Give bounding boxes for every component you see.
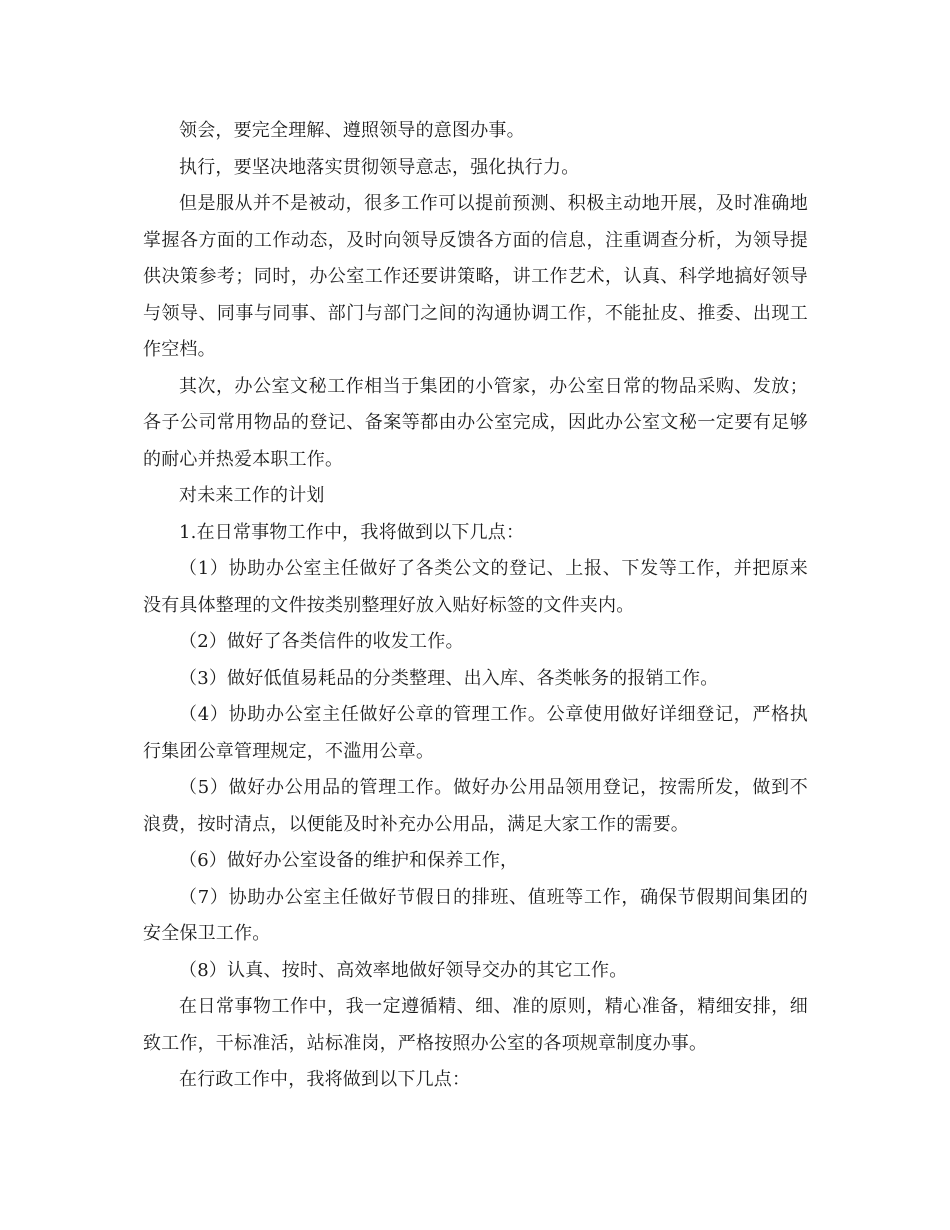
paragraph: 但是服从并不是被动，很多工作可以提前预测、积极主动地开展，及时准确地掌握各方面的工作动态，及时向领导反馈各方面的信息，注重调查分析，为领导提供决策参考；同时，办公室工作还要讲策略，讲工作艺术，认真、科学地搞好领导与领导、同事与同事、部门与部门之间的沟通协调工作，不能扯皮、推委、出现工作空档。 xyxy=(143,193,808,360)
list-item: （6）做好办公室设备的维护和保养工作， xyxy=(179,850,519,871)
list-item: （8）认真、按时、高效率地做好领导交办的其它工作。 xyxy=(179,959,628,981)
list-item: （3）做好低值易耗品的分类整理、出入库、各类帐务的报销工作。 xyxy=(179,667,719,689)
paragraph: 执行，要坚决地落实贯彻领导意志，强化执行力。 xyxy=(179,156,580,178)
section-heading: 对未来工作的计划 xyxy=(179,485,325,506)
list-item: （4）协助办公室主任做好公章的管理工作。公章使用做好详细登记，严格执行集团公章管理规定，不滥用公章。 xyxy=(143,704,808,762)
paragraph: 在日常事物工作中，我一定遵循精、细、准的原则，精心准备，精细安排，细致工作，干标准活，站标准岗，严格按照办公室的各项规章制度办事。 xyxy=(143,996,808,1054)
paragraph: 领会，要完全理解、遵照领导的意图办事。 xyxy=(179,120,525,141)
paragraph: 在行政工作中，我将做到以下几点： xyxy=(179,1069,471,1090)
list-item: （5）做好办公用品的管理工作。做好办公用品领用登记，按需所发，做到不浪费，按时清点，以便能及时补充办公用品，满足大家工作的需要。 xyxy=(143,777,808,835)
list-item: （1）协助办公室主任做好了各类公文的登记、上报、下发等工作，并把原来没有具体整理的文件按类别整理好放入贴好标签的文件夹内。 xyxy=(143,558,808,616)
list-item: （7）协助办公室主任做好节假日的排班、值班等工作，确保节假期间集团的安全保卫工作。 xyxy=(143,886,808,944)
list-item: （2）做好了各类信件的收发工作。 xyxy=(179,631,464,652)
document-body xyxy=(143,113,808,1099)
list-heading: 1.在日常事物工作中，我将做到以下几点： xyxy=(179,521,525,543)
paragraph: 其次，办公室文秘工作相当于集团的小管家，办公室日常的物品采购、发放；各子公司常用物品的登记、备案等都由办公室完成，因此办公室文秘一定要有足够的耐心并热爱本职工作。 xyxy=(143,375,808,470)
